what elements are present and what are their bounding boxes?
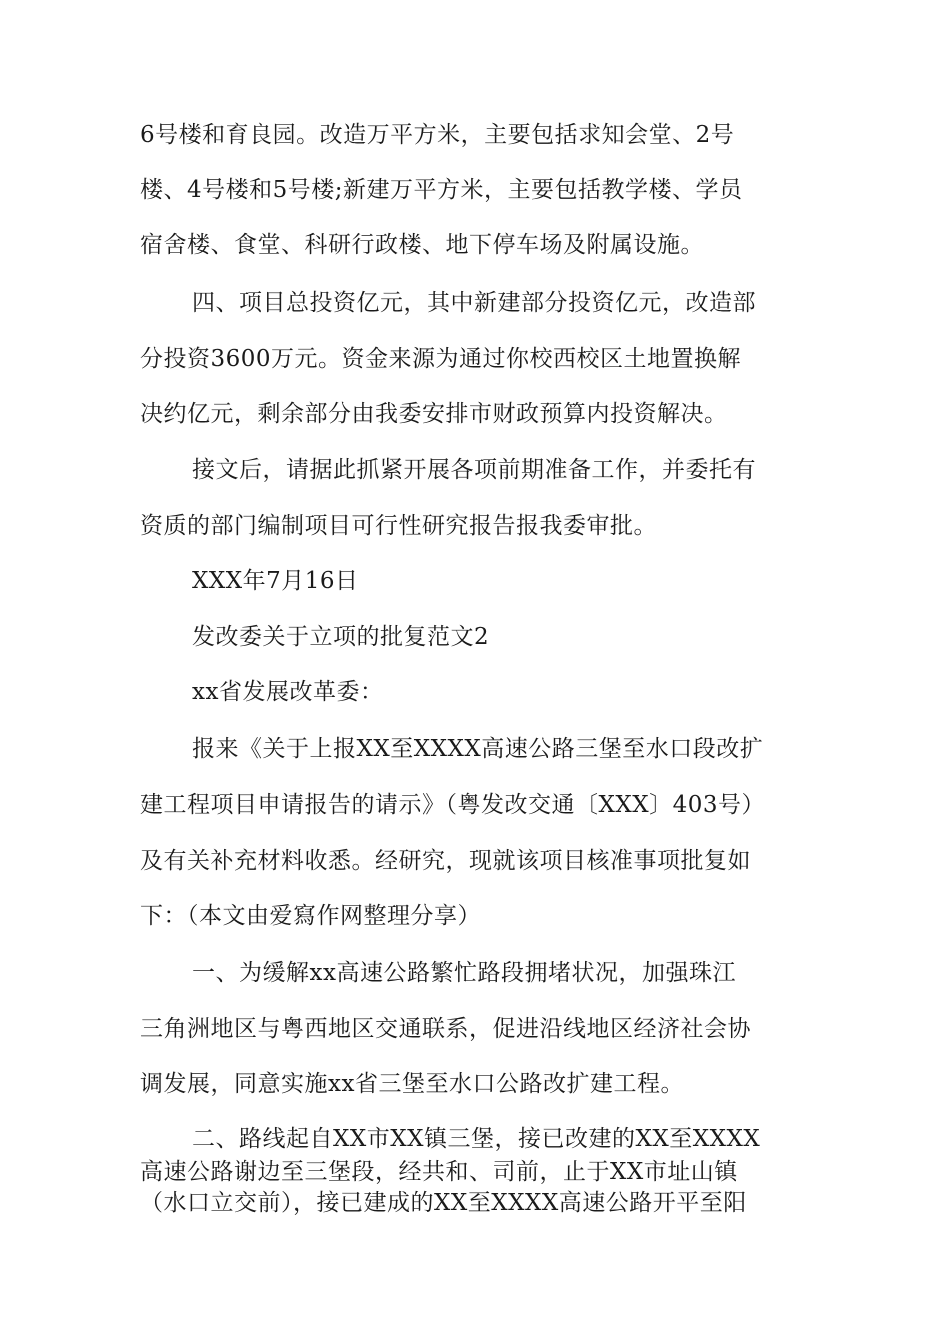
- text-line: 二、路线起自XX市XX镇三堡，接已改建的XX至XXXX: [192, 1126, 761, 1152]
- text-line: 建工程项目申请报告的请示》（粤发改交通〔XXX〕403号）: [140, 792, 766, 818]
- text-line: 及有关补充材料收悉。经研究，现就该项目核准事项批复如: [140, 848, 751, 874]
- section-title: 发改委关于立项的批复范文2: [192, 624, 490, 650]
- text-line: 分投资3600万元。资金来源为通过你校西校区土地置换解: [140, 346, 742, 372]
- text-line: 一、为缓解xx高速公路繁忙路段拥堵状况，加强珠江: [192, 960, 736, 986]
- addressee-line: xx省发展改革委：: [192, 679, 384, 705]
- text-line: 下：（本文由爱寫作网整理分享）: [140, 903, 481, 929]
- text-line: 宿舍楼、食堂、科研行政楼、地下停车场及附属设施。: [140, 232, 704, 258]
- text-line: 高速公路谢边至三堡段，经共和、司前，止于XX市址山镇: [140, 1159, 738, 1185]
- text-line: 四、项目总投资亿元，其中新建部分投资亿元，改造部: [192, 290, 756, 316]
- date-line: XXX年7月16日: [192, 568, 359, 594]
- text-line: 6号楼和育良园。改造万平方米，主要包括求知会堂、2号: [140, 122, 735, 148]
- text-line: 楼、4号楼和5号楼;新建万平方米，主要包括教学楼、学员: [140, 177, 743, 203]
- text-line: 决约亿元，剩余部分由我委安排市财政预算内投资解决。: [140, 401, 728, 427]
- text-line: 资质的部门编制项目可行性研究报告报我委审批。: [140, 513, 657, 539]
- text-line: （水口立交前），接已建成的XX至XXXX高速公路开平至阳: [140, 1190, 747, 1216]
- text-line: 报来《关于上报XX至XXXX高速公路三堡至水口段改扩: [192, 736, 764, 762]
- text-line: 接文后，请据此抓紧开展各项前期准备工作，并委托有: [192, 457, 756, 483]
- text-line: 三角洲地区与粤西地区交通联系，促进沿线地区经济社会协: [140, 1016, 751, 1042]
- text-line: 调发展，同意实施xx省三堡至水口公路改扩建工程。: [140, 1071, 684, 1097]
